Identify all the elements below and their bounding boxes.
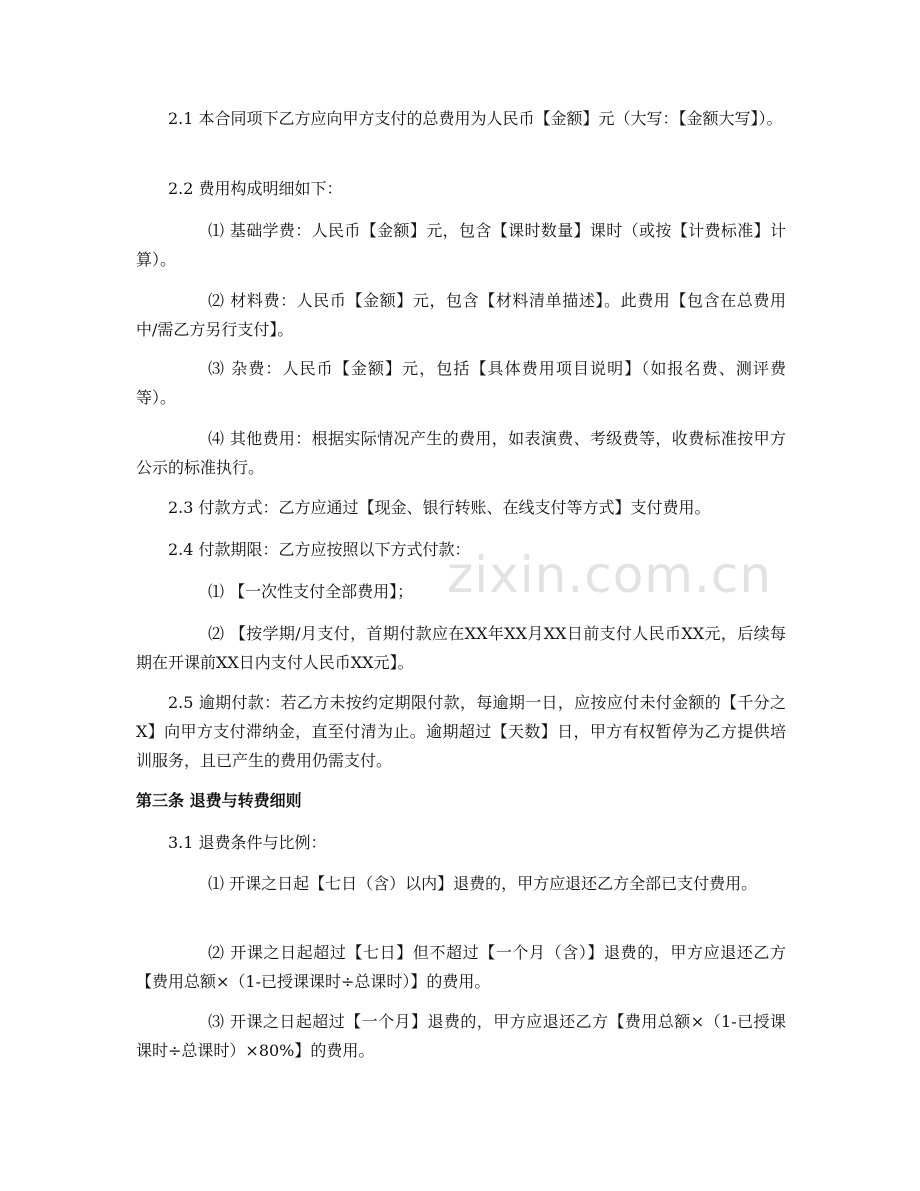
clause-3-1-item-2: ⑵ 开课之日起超过【七日】但不超过【一个月（含）】退费的，甲方应退还乙方【费用总额×（1-已授课课时÷总课时）】的费用。 (136, 943, 786, 991)
clause-2-1: 2.1 本合同项下乙方应向甲方支付的总费用为人民币【金额】元（大写：【金额大写】）。 (168, 109, 783, 128)
clause-2-2-item-1: ⑴ 基础学费：人民币【金额】元，包含【课时数量】课时（或按【计费标准】计算）。 (136, 221, 786, 269)
clause-2-2-item-4: ⑷ 其他费用：根据实际情况产生的费用，如表演费、考级费等，收费标准按甲方公示的标准执行。 (136, 429, 786, 477)
clause-2-4-item-2: ⑵ 【按学期/月支付，首期付款应在XX年XX月XX日前支付人民币XX元，后续每期在开课前XX日内支付人民币XX元】。 (136, 624, 786, 672)
clause-2-5: 2.5 逾期付款：若乙方未按约定期限付款，每逾期一日，应按应付未付金额的【千分之X】向甲方支付滞纳金，直至付清为止。逾期超过【天数】日，甲方有权暂停为乙方提供培训服务，且已产生的费用仍需支付。 (136, 693, 786, 770)
clause-3-1-item-3: ⑶ 开课之日起超过【一个月】退费的，甲方应退还乙方【费用总额×（1-已授课课时÷总课时）×80%】的费用。 (136, 1012, 786, 1060)
watermark-text: zixin.com.cn (447, 546, 773, 604)
clause-2-4-item-1: ⑴ 【一次性支付全部费用】； (208, 582, 414, 601)
clause-2-2: 2.2 费用构成明细如下： (168, 179, 343, 198)
clause-3-1-item-1: ⑴ 开课之日起【七日（含）以内】退费的，甲方应退还乙方全部已支付费用。 (208, 874, 758, 893)
section-3-heading: 第三条 退费与转费细则 (136, 791, 302, 810)
clause-2-3: 2.3 付款方式：乙方应通过【现金、银行转账、在线支付等方式】支付费用。 (168, 498, 711, 517)
clause-2-4: 2.4 付款期限：乙方应按照以下方式付款： (168, 540, 471, 559)
clause-2-2-item-3: ⑶ 杂费：人民币【金额】元，包括【具体费用项目说明】（如报名费、测评费等）。 (136, 359, 786, 407)
clause-3-1: 3.1 退费条件与比例： (168, 833, 327, 852)
clause-2-2-item-2: ⑵ 材料费：人民币【金额】元，包含【材料清单描述】。此费用【包含在总费用中/需乙方另行支付】。 (136, 291, 786, 339)
